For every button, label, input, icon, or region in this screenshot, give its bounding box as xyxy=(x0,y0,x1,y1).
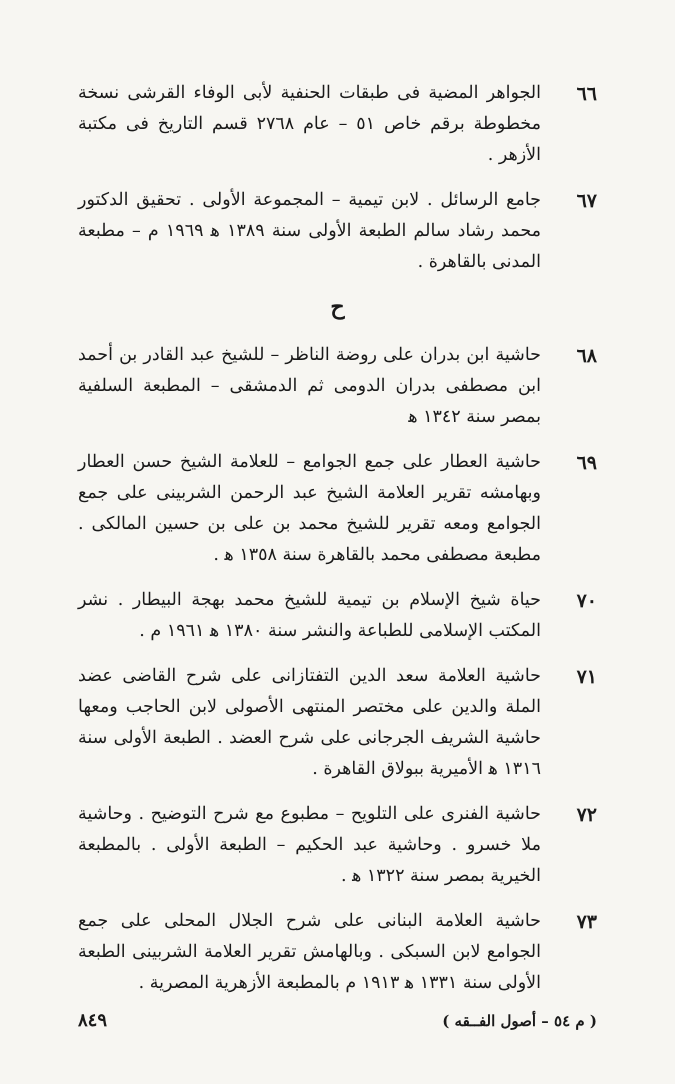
entry-number: ٦٩ xyxy=(576,452,597,474)
bibliography-entry xyxy=(78,447,597,571)
signature-mark: ( م ٥٤ – أصول الفــقه ) xyxy=(442,1011,597,1030)
page-footer xyxy=(78,1010,597,1031)
entry-number: ٧٣ xyxy=(576,911,597,933)
entry-text: جامع الرسائل . لابن تيمية – المجموعة الأولى . تحقيق الدكتور محمد رشاد سالم الطبعة الأولى سنة ١٣٨٩ ﻫ ١٩٦٩ م – مطبعة المدنى بالقاهرة . xyxy=(78,190,541,272)
bibliography-entry xyxy=(78,340,597,433)
entry-number: ٦٧ xyxy=(576,190,597,212)
bibliography-entry xyxy=(78,585,597,647)
entry-number: ٧٠ xyxy=(576,590,597,612)
entry-text: حاشية الفنرى على التلويح – مطبوع مع شرح التوضيح . وحاشية ملا خسرو . وحاشية عبد الحكيم – الطبعة الأولى . بالمطبعة الخيرية بمصر سنة ١٣٢٢ ﻫ . xyxy=(78,804,541,886)
entry-text: الجواهر المضية فى طبقات الحنفية لأبى الوفاء القرشى نسخة مخطوطة برقم خاص ٥١ – عام ٢٧٦٨ قسم التاريخ فى مكتبة الأزهر . xyxy=(78,83,541,165)
bibliography-entry xyxy=(78,799,597,892)
entry-text: حاشية العلامة البنانى على شرح الجلال المحلى على جمع الجوامع لابن السبكى . وبالهامش تقرير العلامة الشربينى الطبعة الأولى سنة ١٣٣١ ﻫ ١٩١٣ م بالمطبعة الأزهرية المصرية . xyxy=(78,911,541,993)
entry-text: حاشية ابن بدران على روضة الناظر – للشيخ عبد القادر بن أحمد ابن مصطفى بدران الدومى ثم الدمشقى – المطبعة السلفية بمصر سنة ١٣٤٢ ﻫ xyxy=(78,345,541,427)
section-heading-letter: ح xyxy=(330,294,345,320)
bibliography-entry xyxy=(78,78,597,171)
entry-number: ٧١ xyxy=(576,666,597,688)
entry-text: حاشية العلامة سعد الدين التفتازانى على شرح القاضى عضد الملة والدين على مختصر المنتهى الأصولى لابن الحاجب ومعها حاشية الشريف الجرجانى على شرح العضد . الطبعة الأولى سنة ١٣١٦ ﻫ الأميرية ببولاق القاهرة . xyxy=(78,666,541,779)
bibliography-entry xyxy=(78,906,597,999)
bibliography-list xyxy=(78,78,597,999)
entry-number: ٦٦ xyxy=(576,83,597,105)
entry-number: ٧٢ xyxy=(576,804,597,826)
entry-text: حاشية العطار على جمع الجوامع – للعلامة الشيخ حسن العطار وبهامشه تقرير العلامة الشيخ عبد الرحمن الشربينى على جمع الجوامع ومعه تقرير للشيخ محمد بن على بن حسين المالكى . مطبعة مصطفى محمد بالقاهرة سنة ١٣٥٨ ﻫ . xyxy=(78,452,541,565)
entry-text: حياة شيخ الإسلام بن تيمية للشيخ محمد بهجة البيطار . نشر المكتب الإسلامى للطباعة والنشر سنة ١٣٨٠ ﻫ ١٩٦١ م . xyxy=(78,590,541,641)
bibliography-entry xyxy=(78,661,597,785)
bibliography-entry xyxy=(78,185,597,278)
entry-number: ٦٨ xyxy=(576,345,597,367)
page-number: ٨٤٩ xyxy=(78,1010,108,1031)
